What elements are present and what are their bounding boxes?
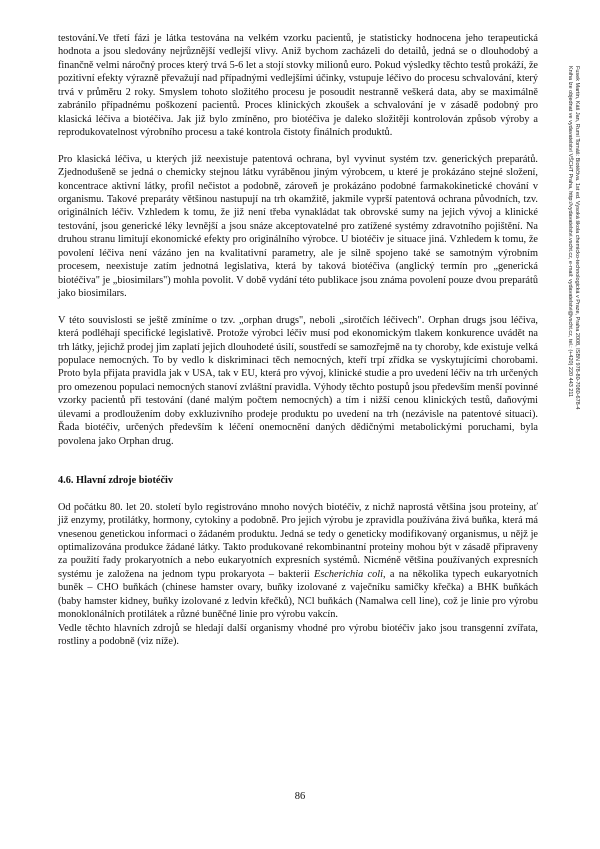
species-name-italic: Escherichia coli xyxy=(314,568,383,580)
citation-line-1: Fusek Martin, Káš Jan, Rumí Tomáš: Biotéčiva. 1st ed. Vysoká škola chemicko-technologická v Praze, Praha 2008, ISBN 978-80-7080-678-4 xyxy=(574,66,580,410)
page-body xyxy=(58,32,538,649)
citation-side-note-text xyxy=(566,66,580,656)
paragraph-spacer xyxy=(58,301,538,314)
paragraph-other-sources: Vedle těchto hlavních zdrojů se hledají další organismy vhodné pro výrobu biotéčiv jako jsou transgenní zvířata, rostliny a podobně (viz níže). xyxy=(58,622,538,648)
main-sources-text-start: Od počátku 80. let 20. století bylo registrováno mnoho nových biotéčiv, z nichž naprostá většina jsou proteiny, ať již enzymy, protilátky, hormony, cytokiny a podobně. Pro jejich výrobu je zpravidla používána živá buňka, která má vnesenou genetickou informaci o žádaném produktu. Jedná se tedy o geneticky modifikovaný organismus, u nějž je optimalizována produkce žádané látky. Takto produkované rekombinantní proteiny mohou být v zásadě připraveny za použití řady prokaryotních a nebo eukaryotních expresních systémů. Nicméně většina používaných expresních systému je založena na jednom typu prokaryota – bakterii xyxy=(58,501,538,580)
paragraph-main-sources xyxy=(58,501,538,622)
section-heading: 4.6. Hlavní zdroje biotéčiv xyxy=(58,475,174,487)
page-number: 86 xyxy=(294,791,306,802)
paragraph-orphan-drugs: V této souvislosti se ještě zmíníme o tzv. „orphan drugs", neboli „sirotčích léčivech". Orphan drugs jsou léčiva, která podléhají specifické legislativě. Protože výrobci léčiv musí pod ekonomickým tlakem konkurence uvádět na trh látky, jejichž prodej jim zaplatí jejich dlouhodeté úsilí, soustředí se samozřejmě na ty choroby, kde existuje velká populace nemocných. To by vedlo k diskriminaci těch nemocných, kteří trpí zřídka se vyskytujícími chorobami. Proto byla přijata pravidla jak v USA, tak v EU, která pro vývoj, klinické studie a pro uvedení léčiv na trh určených pro omezenou populaci nemocných stanoví zvláštní pravidla. Výhody těchto postupů jsou především menší povinné vzorky pacientů při testování (dané malým počtem nemocných) a tím i nižší cenou klinických testů, daňovými úlevami a prodloužením doby exkluzivního prodeje produktu po uvedení na trh (nezávisle na patentové situaci). Řada biotéčiv, určených především k léčení onemocnění daných dědičnými metabolickými poruchami, byla povolena jako Orphan drug. xyxy=(58,314,538,447)
citation-side-note xyxy=(566,66,580,666)
main-sources-text-end: , a na několika typech eukaryotních buněk – CHO buňkách (chinese hamster ovary, buňky izolované z vaječníku samičky křečka) a BHK buňkách (baby hamster kidney, buňky izolované z ledvin křečků), NCl buňkách (Namalwa cell line), což je linie pro výrobu monoklonálních protilátek a různé buněčné linie pro výrobu vakcín. xyxy=(58,568,539,621)
paragraph-clinical-testing: testování.Ve třetí fázi je látka testována na velkém vzorku pacientů, je statisticky hodnocena jeho terapeutická hodnota a jsou sledovány nejrůznější vedlejší vlivy. Aniž bychom zacházeli do detailů, jedná se o dlouhodobý a finančně velmi náročný proces který trvá 5-6 let a stojí stovky milionů euro. Pokud výsledky těchto testů prokáží, že pozitivní efekty výrazně převažují nad případnými vedlejšími účinky, vstupuje léčivo do procesu schvalování, který trvá v průměru 2 roky. Smyslem tohoto složitého procesu je posoudit nestranně veškerá data, aby se maximálně zabránilo případnému poškození pacientů. Proces klinických zkoušek a schvalování je v zásadě podobný pro klasická léčiva a biotéčiva. Jak již bylo zmíněno, pro biotéčiva je daleko složitěji kontrolován způsob výroby a reprodukovatelnost výrobního procesu a také kontrola čistoty finálních produktů. xyxy=(58,33,538,139)
paragraph-spacer xyxy=(58,140,538,153)
paragraph-spacer xyxy=(58,448,538,461)
citation-line-2: Kniha lze objednat ve vydavatelství VŠCHT Praha, http://vydavatelstvi.vscht.cz, e-mail: vydavatelstvi@vscht.cz, tel.: (+420) 220 443 211 xyxy=(567,66,573,398)
paragraph-spacer xyxy=(58,488,538,501)
paragraph-generic-drugs: Pro klasická léčiva, u kterých již neexistuje patentová ochrana, byl vyvinut systém tzv. generických preparátů. Zjednodušeně se jedná o chemicky stejnou látku vyráběnou jiným výrobcem, u které je prokázáno stejné složení, koncentrace aktivní látky, profil nečistot a podobně, zároveň je prokázáno podobné farmakokinetické chování v organismu. Takové preparáty většinou nastupují na trh okamžitě, jakmile vyprší patentová ochrana původních, tzv. originálních léčiv. Vzhledem k tomu, že již není třeba vynakládat tak obrovské sumy na jejich vývoj a klinické testování, jsou generické léky levnější a jsou snáze akceptovatelné pro zatížené systémy zdravotního pojištění. Na druhou stranu limitují ekonomické efekty pro originálního výrobce. U biotéčiv je situace jiná. Vzhledem k tomu, že povolení léčiva není vázáno jen na kvalitativní parametry, ale je silně spojeno také se samotným výrobním procesem, neexistuje zatím jednotná legislativa, která by taková biotéčiva (anglický termín pro „generická biotéčiva" je „biosimilars") mohla povolit. V době vydání této publikace jsou známa povolení pouze dvou preparátů jako biosimilars. xyxy=(58,153,538,300)
paragraph-spacer xyxy=(58,461,538,474)
